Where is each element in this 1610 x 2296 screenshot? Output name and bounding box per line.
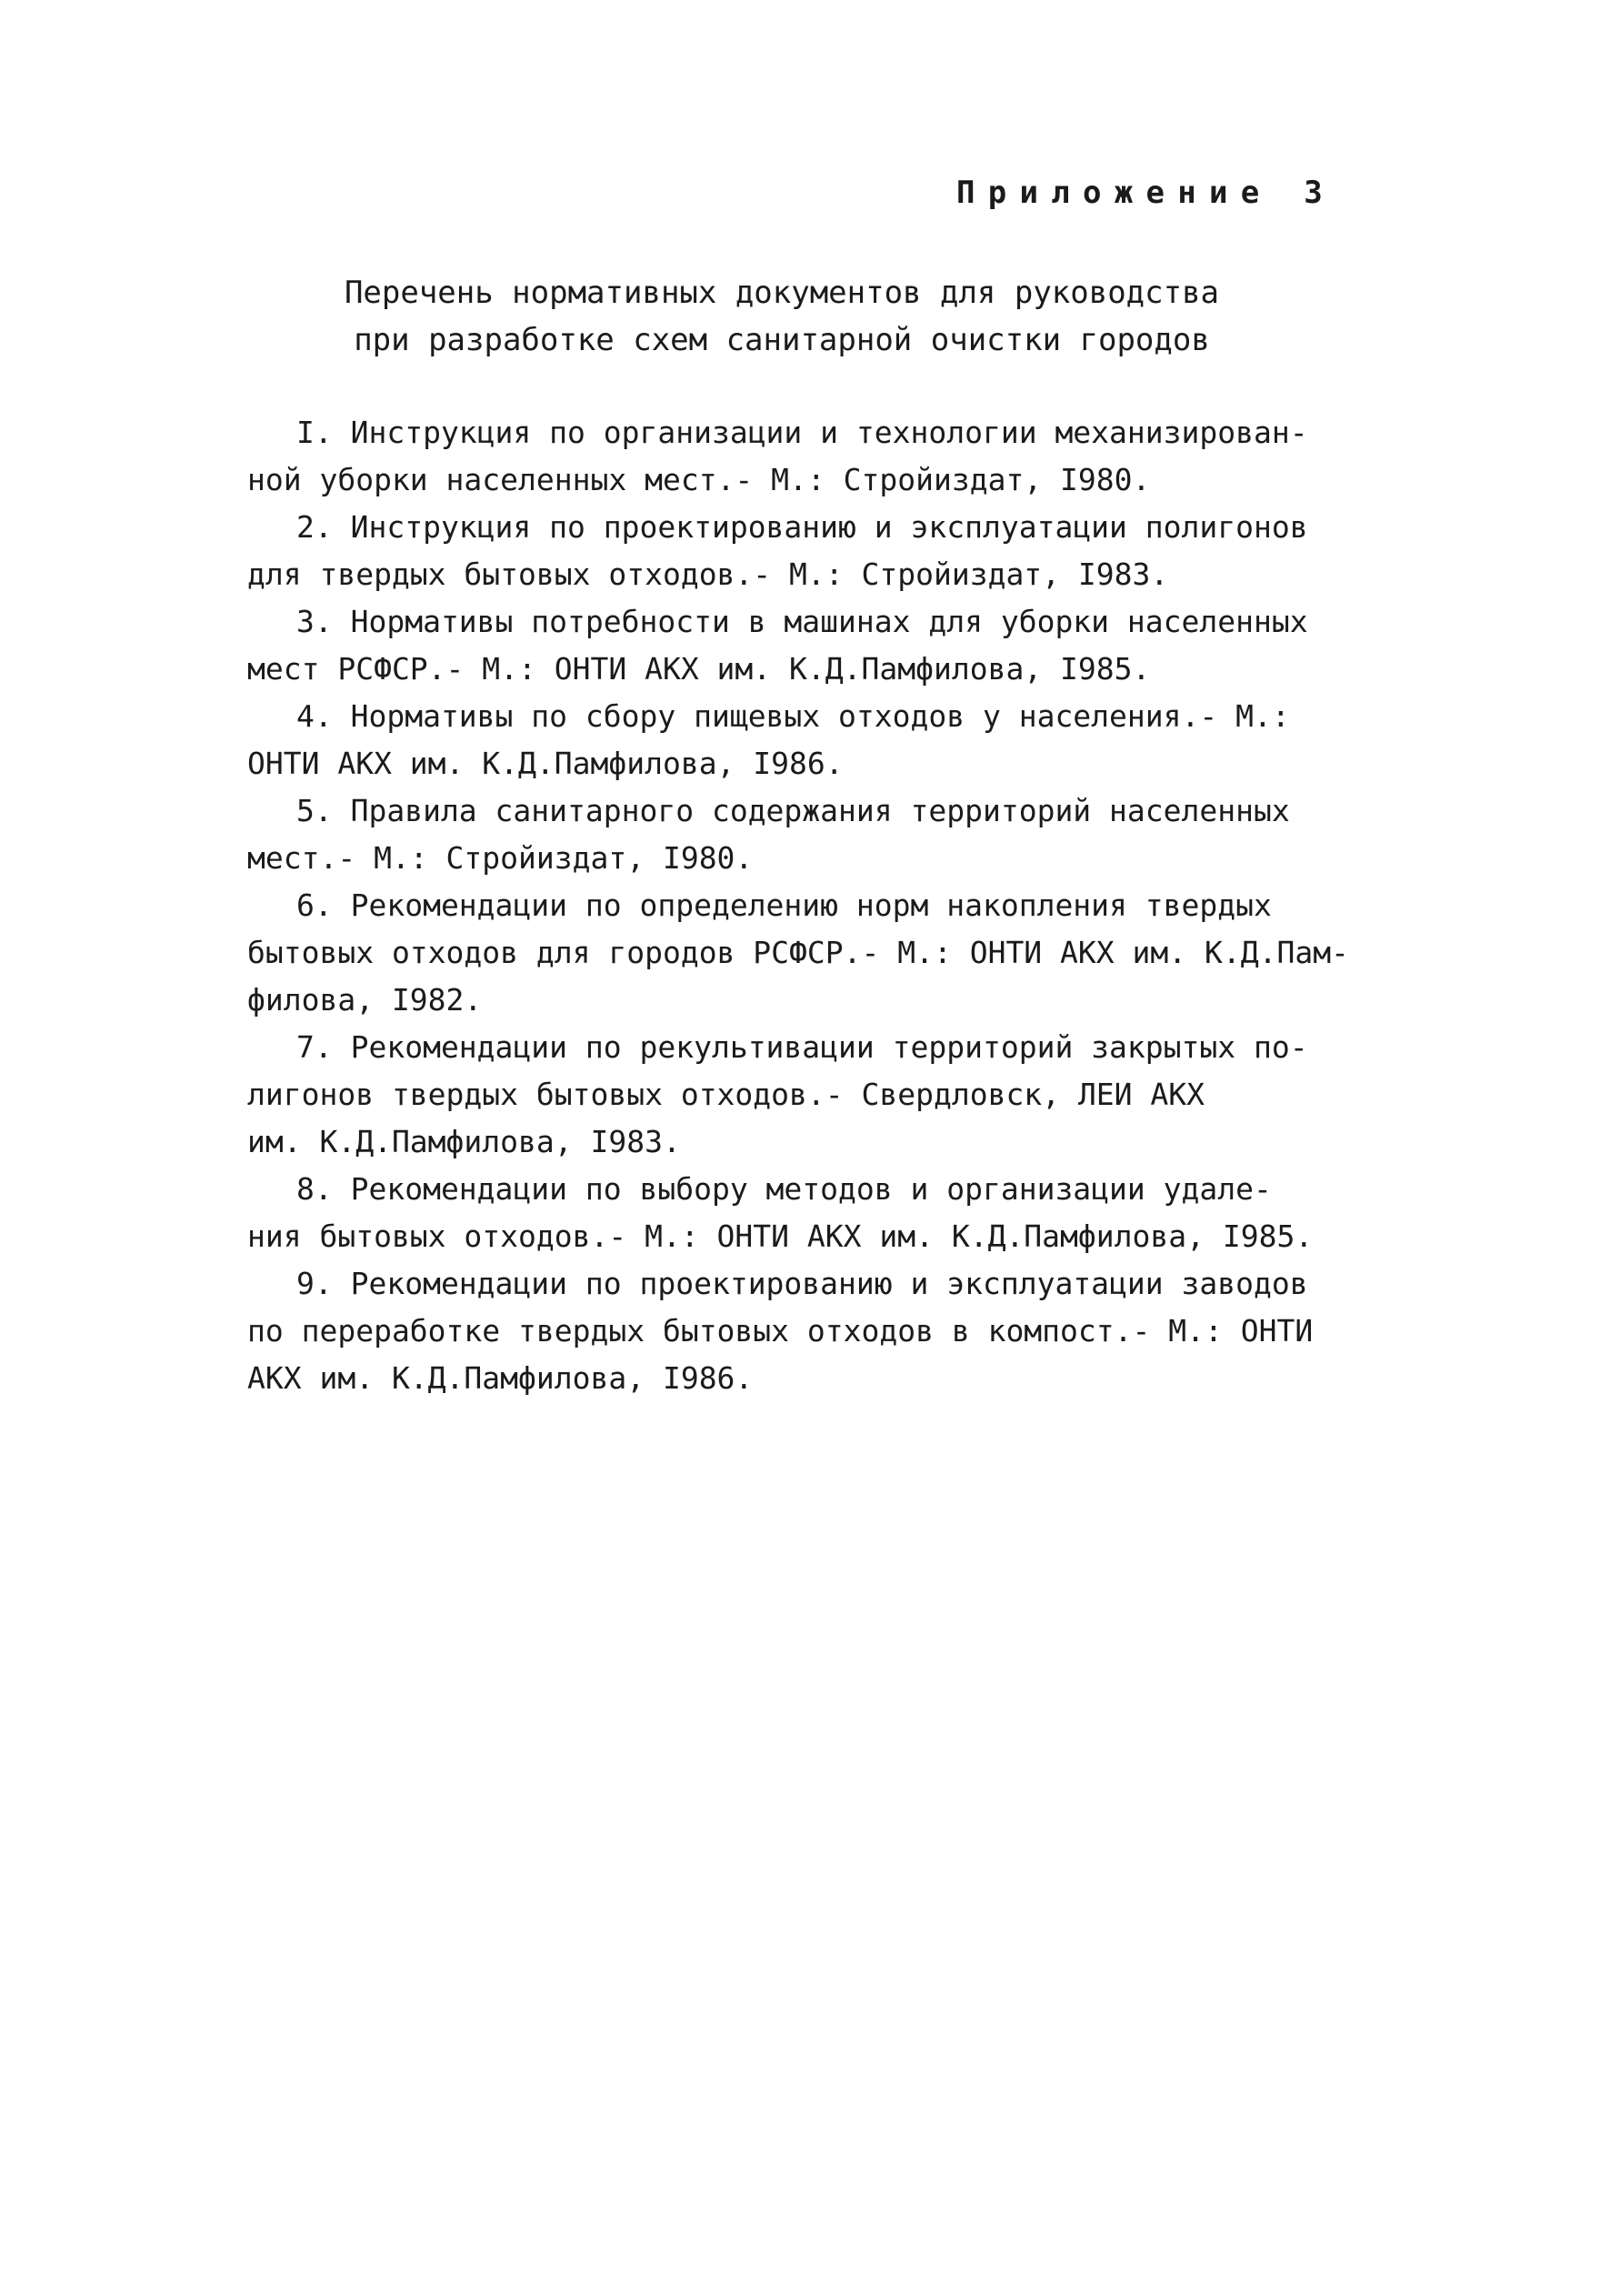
list-item <box>247 1260 1365 1402</box>
list-item-line: ОНТИ АКХ им. К.Д.Памфилова, I986. <box>247 746 844 781</box>
list-item-line: 4. Нормативы по сбору пищевых отходов у населения.- М.: <box>296 698 1290 734</box>
list-item <box>247 882 1365 1024</box>
normative-documents-list <box>247 409 1365 1402</box>
list-item <box>247 787 1365 882</box>
list-item-line: I. Инструкция по организации и технологии механизирован- <box>296 415 1308 450</box>
document-title-line: Перечень нормативных документов для руководства <box>344 275 1220 311</box>
document-title-line: при разработке схем санитарной очистки городов <box>354 322 1210 358</box>
list-item-line: ной уборки населенных мест.- М.: Стройиздат, I980. <box>247 462 1151 497</box>
list-item-line: для твердых бытовых отходов.- М.: Стройиздат, I983. <box>247 556 1169 592</box>
list-item-line: 7. Рекомендации по рекультивации территорий закрытых по- <box>296 1029 1308 1065</box>
list-item-line: бытовых отходов для городов РСФСР.- М.: ОНТИ АКХ им. К.Д.Пам- <box>247 935 1349 970</box>
list-item-line: 8. Рекомендации по выбору методов и организации удале- <box>296 1171 1272 1207</box>
list-item-line: мест.- М.: Стройиздат, I980. <box>247 840 754 876</box>
list-item-line: 3. Нормативы потребности в машинах для уборки населенных <box>296 604 1308 639</box>
list-item-line: им. К.Д.Памфилова, I983. <box>247 1124 681 1159</box>
list-item-line: ния бытовых отходов.- М.: ОНТИ АКХ им. К.Д.Памфилова, I985. <box>247 1218 1314 1254</box>
list-item-line: 5. Правила санитарного содержания территорий населенных <box>296 793 1290 828</box>
list-item-line: 2. Инструкция по проектированию и эксплуатации полигонов <box>296 509 1308 545</box>
list-item-line: лигонов твердых бытовых отходов.- Свердловск, ЛЕИ АКХ <box>247 1077 1205 1112</box>
appendix-label: Приложение 3 <box>956 175 1335 211</box>
list-item-line: 6. Рекомендации по определению норм накопления твердых <box>296 887 1272 923</box>
list-item-line: 9. Рекомендации по проектированию и эксплуатации заводов <box>296 1266 1308 1301</box>
list-item <box>247 1024 1365 1166</box>
list-item-line: мест РСФСР.- М.: ОНТИ АКХ им. К.Д.Памфилова, I985. <box>247 651 1151 687</box>
list-item-line: по переработке твердых бытовых отходов в компост.- М.: ОНТИ <box>247 1313 1314 1349</box>
list-item-line: филова, I982. <box>247 982 483 1018</box>
list-item <box>247 1166 1365 1260</box>
list-item <box>247 693 1365 787</box>
list-item-line: АКХ им. К.Д.Памфилова, I986. <box>247 1360 754 1396</box>
list-item <box>247 504 1365 598</box>
list-item <box>247 598 1365 693</box>
document-title <box>309 269 1255 364</box>
list-item <box>247 409 1365 504</box>
